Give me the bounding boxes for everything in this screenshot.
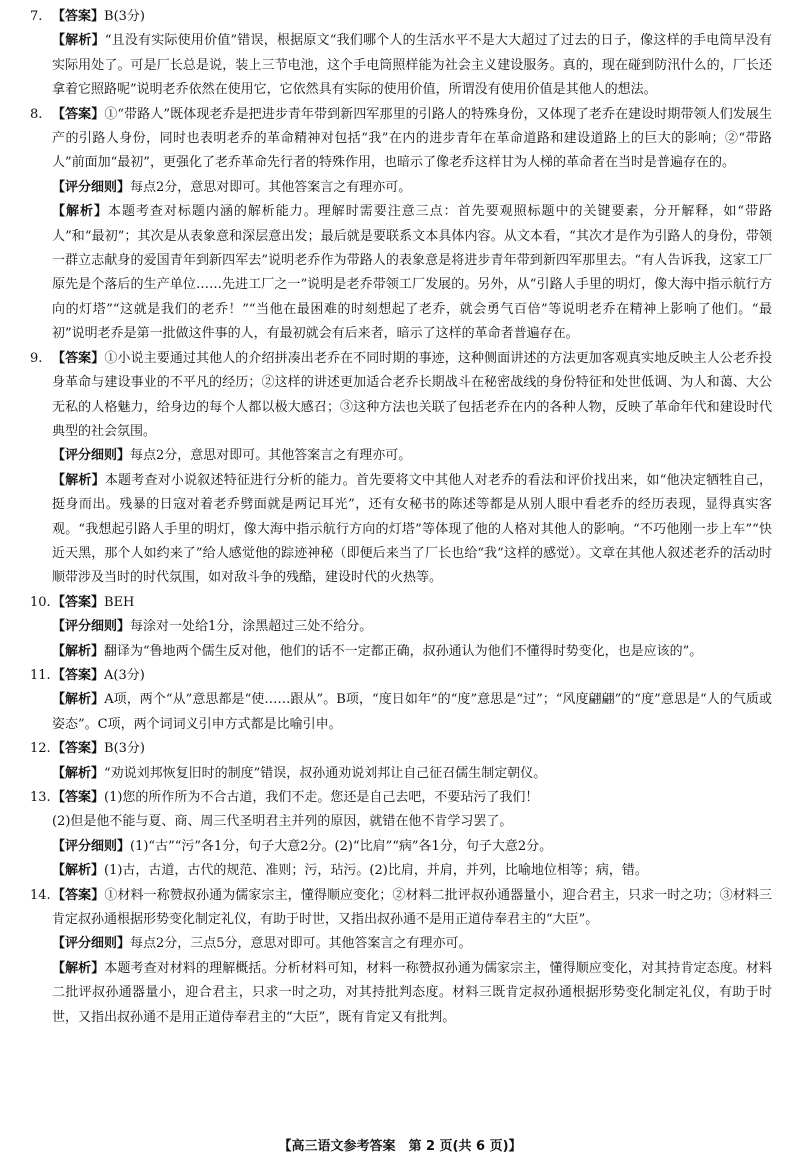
answer-paragraph: [30, 591, 772, 615]
paragraph-body: [52, 737, 772, 761]
section-tag: 【解析】: [52, 643, 105, 659]
answer-paragraph: [30, 957, 772, 1030]
paragraph-text: 本题考查对材料的理解概括。分析材料可知，材料一称赞叔孙通为儒家宗主，懂得顺应变化，对其持肯定态度。材料二批评叔孙通器量小，迎合君主，只求一时之功，对其持批判态度。材料三既肯定叔孙通根据形势变化制定礼仪，有助于时世，又指出叔孙通不是用正道侍奉君主的“大臣”，既有肯定又有批判。: [52, 960, 772, 1025]
paragraph-body: [52, 932, 772, 956]
paragraph-body: [52, 347, 772, 445]
section-tag: 【评分细则】: [52, 179, 131, 195]
paragraph-text: B(3分): [104, 9, 145, 24]
question-number: 8.: [30, 106, 43, 122]
section-tag: 【评分细则】: [52, 619, 131, 635]
section-tag: 【解析】: [52, 863, 105, 879]
question-number: 9.: [30, 350, 43, 366]
answer-paragraph: [30, 347, 772, 445]
section-tag: 【答案】: [52, 594, 105, 610]
paragraph-body: [52, 103, 772, 176]
section-tag: 【答案】: [52, 790, 105, 805]
paragraph-text: 每点2分，意思对即可。其他答案言之有理亦可。: [130, 179, 412, 195]
section-tag: 【解析】: [52, 960, 105, 976]
answer-paragraph: [30, 810, 772, 834]
answer-paragraph: [30, 200, 772, 346]
answer-paragraph: [30, 688, 772, 737]
question-4: [30, 591, 772, 664]
paragraph-text: 本题考查对标题内涵的解析能力。理解时需要注意三点：首先要观照标题中的关键要素，分开解释，如“带路人”和“最初”；其次是从表象意和深层意出发；最后就是要联系文本具体内容。从文本看，“其次才是作为引路人的身份，带领一群立志献身的爱国青年到新四军去”说明老乔作为带路人的表象意是将进步青年带到新四军那里去。“有人告诉我，这家工厂原先是个落后的生产单位……先进工厂之一”说明是老乔带领工厂发展的。另外，从“引路人手里的明灯，像大海中指示航行方向的灯塔”“这就是我们的老乔！”“当他在最困难的时刻想起了老乔，就会勇气百倍”等说明老乔在精神上影响了他们。“最初”说明老乔是第一批做这件事的人，有最初就会有后来者，暗示了这样的革命者普遍存在。: [52, 204, 772, 342]
paragraph-body: [52, 664, 772, 688]
paragraph-text: (1)“古”“污”各1分，句子大意2分。(2)“比肩”“病”各1分，句子大意2分。: [130, 838, 553, 854]
question-7: [30, 786, 772, 884]
paragraph-text: ①“带路人”既体现老乔是把进步青年带到新四军那里的引路人的特殊身份，又体现了老乔在建设时期带领人们发展生产的引路人身份，同时也表明老乔的革命精神对包括“我”在内的进步青年在革命道路和建设道路上的巨大的影响；②“带路人”前面加“最初”，更强化了老乔革命先行者的特殊作用，也暗示了像老乔这样甘为人梯的革命者在当时是普遍存在的。: [52, 106, 772, 171]
page-footer: 【高三语文参考答案 第 2 页(共 6 页)】: [278, 1139, 522, 1154]
paragraph-text: 每涂对一处给1分，涂黑超过三处不给分。: [130, 619, 373, 635]
answer-list: [30, 5, 772, 1030]
section-tag: 【解析】: [52, 33, 105, 49]
paragraph-text: 每点2分，三点5分，意思对即可。其他答案言之有理亦可。: [130, 936, 472, 952]
question-number: 11.: [30, 667, 51, 683]
paragraph-body: [52, 444, 772, 468]
paragraph-body: [52, 29, 772, 102]
section-tag: 【答案】: [52, 9, 105, 24]
answer-paragraph: [30, 469, 772, 591]
paragraph-body: [52, 200, 772, 346]
paragraph-body: [52, 615, 772, 639]
question-3: [30, 347, 772, 591]
paragraph-text: (2)但是他不能与夏、商、周三代圣明君主并列的原因，就错在他不肯学习罢了。: [52, 814, 513, 830]
paragraph-text: ①材料一称赞叔孙通为儒家宗主，懂得顺应变化；②材料二批评叔孙通器量小，迎合君主，只求一时之功；③材料三肯定叔孙通根据形势变化制定礼仪，有助于时世，又指出叔孙通不是用正道侍奉君主的“大臣”。: [52, 887, 772, 928]
paragraph-text: A项，两个“从”意思都是“使……跟从”。B项，“度日如年”的“度”意思是“过”；“风度翩翩”的“度”意思是“人的气质或姿态”。C项，两个词词义引申方式都是比喻引申。: [52, 692, 772, 732]
paragraph-text: “且没有实际使用价值”错误，根据原文“我们哪个人的生活水平不是大大超过了过去的日子，像这样的手电筒早没有实际用处了。可是厂长总是说，装上三节电池，这个手电筒照样能为社会主义建设服务。真的，现在碰到防汛什么的，厂长还拿着它照路呢”说明老乔依然在使用它，它依然具有实际的使用价值，所谓没有使用价值是其他人的想法。: [52, 33, 772, 98]
paragraph-body: [52, 762, 772, 786]
section-tag: 【解析】: [52, 765, 105, 781]
section-tag: 【评分细则】: [52, 448, 131, 464]
answer-paragraph: [30, 615, 772, 639]
paragraph-body: [52, 469, 772, 591]
question-number: 7.: [30, 9, 43, 24]
paragraph-body: [52, 957, 772, 1030]
question-number: 13.: [30, 790, 51, 805]
paragraph-body: [52, 176, 772, 200]
section-tag: 【答案】: [52, 106, 105, 122]
paragraph-text: 本题考查对小说叙述特征进行分析的能力。首先要将文中其他人对老乔的看法和评价找出来，如“他决定牺牲自己，挺身而出。残暴的日寇对着老乔劈面就是两记耳光”，还有女秘书的陈述等都是从别人眼中看老乔的经历表现，显得真实客观。“我想起引路人手里的明灯，像大海中指示航行方向的灯塔”等体现了他的人格对其他人的影响。“不巧他刚一步上车”“快近天黑，那个人如约来了”给人感觉他的踪迹神秘（即便后来当了厂长也给“我”这样的感觉）。文章在其他人叙述老乔的活动时顺带涉及当时的时代氛围，如对敌斗争的残酷，建设时代的火热等。: [52, 472, 772, 586]
section-tag: 【评分细则】: [52, 936, 131, 952]
question-2: [30, 103, 772, 347]
paragraph-body: [52, 786, 772, 810]
question-number: 12.: [30, 741, 51, 757]
question-8: [30, 884, 772, 1030]
question-6: [30, 737, 772, 786]
paragraph-text: BEH: [104, 594, 135, 610]
paragraph-body: [52, 835, 772, 859]
answer-paragraph: [30, 176, 772, 200]
paragraph-text: 每点2分，意思对即可。其他答案言之有理亦可。: [130, 448, 412, 464]
question-5: [30, 664, 772, 737]
section-tag: 【评分细则】: [52, 838, 131, 854]
section-tag: 【答案】: [52, 350, 105, 366]
answer-paragraph: [30, 932, 772, 956]
question-number: 10.: [30, 594, 51, 610]
paragraph-body: [52, 884, 772, 933]
section-tag: 【答案】: [52, 667, 105, 683]
paragraph-body: [52, 688, 772, 737]
paragraph-body: [52, 5, 772, 29]
paragraph-text: “劝说刘邦恢复旧时的制度”错误，叔孙通劝说刘邦让自己征召儒生制定朝仪。: [104, 765, 547, 781]
section-tag: 【答案】: [52, 741, 105, 757]
paragraph-body: [52, 859, 772, 883]
answer-paragraph: [30, 664, 772, 688]
paragraph-text: (1)古，古道，古代的规范、准则；污，玷污。(2)比肩，并肩，并列，比喻地位相等；病，错。: [104, 863, 648, 879]
paragraph-text: 翻译为“鲁地两个儒生反对他，他们的话不一定都正确，叔孙通认为他们不懂得时势变化，也是应该的”。: [104, 643, 703, 659]
answer-paragraph: [30, 640, 772, 664]
paragraph-text: (1)您的所作所为不合古道，我们不走。您还是自己去吧，不要玷污了我们！: [104, 790, 539, 805]
answer-paragraph: [30, 859, 772, 883]
answer-paragraph: [30, 103, 772, 176]
answer-paragraph: [30, 762, 772, 786]
section-tag: 【解析】: [52, 692, 105, 708]
question-number: 14.: [30, 887, 51, 903]
answer-paragraph: [30, 29, 772, 102]
paragraph-text: B(3分): [104, 741, 145, 757]
answer-paragraph: [30, 737, 772, 761]
answer-paragraph: [30, 835, 772, 859]
question-1: [30, 5, 772, 103]
paragraph-body: [52, 591, 772, 615]
answer-paragraph: [30, 884, 772, 933]
answer-paragraph: [30, 5, 772, 29]
answer-paragraph: [30, 786, 772, 810]
section-tag: 【解析】: [52, 204, 108, 220]
section-tag: 【解析】: [52, 472, 105, 488]
paragraph-body: [52, 640, 772, 664]
section-tag: 【答案】: [52, 887, 105, 903]
paragraph-text: A(3分): [104, 667, 145, 683]
paragraph-text: ①小说主要通过其他人的介绍拼凑出老乔在不同时期的事迹，这种侧面讲述的方法更加客观真实地反映主人公老乔投身革命与建设事业的不平凡的经历；②这样的讲述更加适合老乔长期战斗在秘密战线的身份特征和处世低调、为人和蔼、大公无私的人格魅力，给身边的每个人都以极大感召；③这种方法也关联了包括老乔在内的各种人物，反映了革命年代和建设时代典型的社会氛围。: [52, 350, 772, 439]
paragraph-body: [52, 810, 772, 834]
answer-paragraph: [30, 444, 772, 468]
